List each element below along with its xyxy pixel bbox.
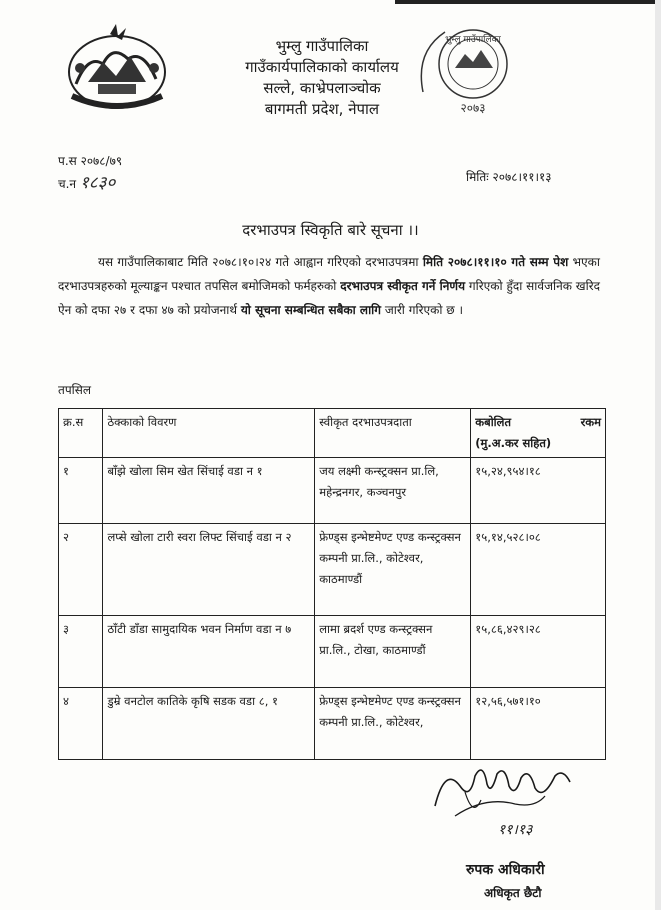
row-bidder: लामा ब्रदर्श एण्ड कन्स्ट्रक्सन प्रा.लि., टोखा, काठमाण्डौं bbox=[315, 616, 471, 688]
row-desc: बाँझे खोला सिम खेत सिंचाई वडा न १ bbox=[103, 458, 315, 524]
header-sn: क्र.स bbox=[59, 409, 103, 458]
dispatch-ref bbox=[58, 170, 115, 193]
header-desc: ठेक्काको विवरण bbox=[103, 409, 315, 458]
row-sn: २ bbox=[59, 524, 103, 616]
office-name: भुम्लु गाउँपालिका bbox=[275, 37, 369, 55]
body-part-1: यस गाउँपालिकाबाट मिति २०७८।१०।२४ गते आह्वान गरिएको दरभाउपत्रमा bbox=[98, 255, 423, 269]
office-heading bbox=[222, 36, 422, 120]
body-part-3: गरिएको हुँदा सार्वजनिक खरिद ऐन को दफा २७ र दफा ४७ को प्रयोजनार्थ bbox=[58, 279, 601, 317]
fiscal-label: प.स bbox=[58, 154, 77, 168]
header-amount-a: कबोलित bbox=[475, 415, 512, 429]
row-desc: डुम्रे वनटोल कातिके कृषि सडक वडा ८, १ bbox=[103, 688, 315, 760]
table-row bbox=[59, 524, 606, 616]
seal-name: भुम्लु गाउँपालिका bbox=[445, 35, 501, 45]
header-amount-b: रकम bbox=[580, 415, 601, 429]
date-label: मितिः bbox=[466, 170, 489, 184]
row-amount: १५,१४,५२८।०८ bbox=[471, 524, 606, 616]
row-amount: १५,८६,४२९।२८ bbox=[471, 616, 606, 688]
fiscal-year: २०७८/७९ bbox=[80, 154, 123, 168]
row-sn: ४ bbox=[59, 688, 103, 760]
row-amount: १२,५६,५७१।१० bbox=[471, 688, 606, 760]
header-amount-c: (मु.अ.कर सहित) bbox=[475, 436, 552, 450]
office-location: सल्ले, काभ्रेपलाञ्चोक bbox=[263, 79, 381, 97]
header-bidder: स्वीकृत दरभाउपत्रदाता bbox=[315, 409, 471, 458]
scan-edge-right bbox=[655, 0, 661, 910]
row-amount: १५,२४,९५४।१८ bbox=[471, 458, 606, 524]
body-bold-3: यो सूचना सम्बन्धित सबैका लागि bbox=[240, 303, 382, 317]
signature-scribble bbox=[425, 756, 575, 826]
office-type: गाउँकार्यपालिकाको कार्यालय bbox=[245, 58, 399, 76]
dispatch-number: १८३० bbox=[79, 173, 116, 193]
table-row bbox=[59, 616, 606, 688]
notice-title: दरभाउपत्र स्विकृति बारे सूचना ।। bbox=[242, 221, 419, 239]
signer-title: अधिकृत छैटौ bbox=[484, 886, 542, 900]
signature-date: ११।१३ bbox=[498, 822, 533, 838]
date-value: २०७८।११।१३ bbox=[492, 170, 552, 184]
dispatch-label: च.न bbox=[58, 177, 77, 191]
nepal-emblem-icon bbox=[58, 24, 176, 114]
row-bidder: जय लक्ष्मी कन्स्ट्रक्सन प्रा.लि, महेन्द्रनगर, कञ्चनपुर bbox=[315, 458, 471, 524]
fiscal-ref bbox=[58, 152, 122, 169]
header-amount bbox=[471, 409, 606, 458]
row-bidder: फ्रेण्ड्स इन्भेष्टमेण्ट एण्ड कन्स्ट्रक्सन कम्पनी प्रा.लि., कोटेश्वर, bbox=[315, 688, 471, 760]
body-bold-2: दरभाउपत्र स्वीकृत गर्ने निर्णय bbox=[340, 279, 466, 293]
row-sn: १ bbox=[59, 458, 103, 524]
scan-edge-top bbox=[395, 0, 661, 4]
awards-table bbox=[58, 408, 606, 760]
row-desc: ठाँटी डाँडा सामुदायिक भवन निर्माण वडा न ७ bbox=[103, 616, 315, 688]
office-province: बागमती प्रदेश, नेपाल bbox=[264, 100, 380, 118]
notice-body bbox=[58, 250, 600, 322]
body-part-4: जारी गरिएको छ । bbox=[381, 303, 464, 317]
table-header-row bbox=[59, 409, 606, 458]
seal-year: २०७३ bbox=[460, 101, 486, 115]
row-desc: लप्से खोला टारी स्वरा लिफ्ट सिंचाई वडा न २ bbox=[103, 524, 315, 616]
office-seal bbox=[415, 12, 525, 120]
signer-name: रुपक अधिकारी bbox=[466, 862, 545, 878]
issue-date bbox=[466, 168, 552, 185]
table-row bbox=[59, 688, 606, 760]
body-bold-1: मिति २०७८।११।१० गते सम्म पेश bbox=[422, 255, 569, 269]
row-bidder: फ्रेण्ड्स इन्भेष्टमेण्ट एण्ड कन्स्ट्रक्सन कम्पनी प्रा.लि., कोटेश्वर, काठमाण्डौं bbox=[315, 524, 471, 616]
table-row bbox=[59, 458, 606, 524]
row-sn: ३ bbox=[59, 616, 103, 688]
schedule-label: तपसिल bbox=[58, 383, 92, 397]
body-part-2: भएका दरभाउपत्रहरुको मूल्याङ्कन पश्चात तपसिल बमोजिमको फर्महरुको bbox=[58, 255, 600, 293]
